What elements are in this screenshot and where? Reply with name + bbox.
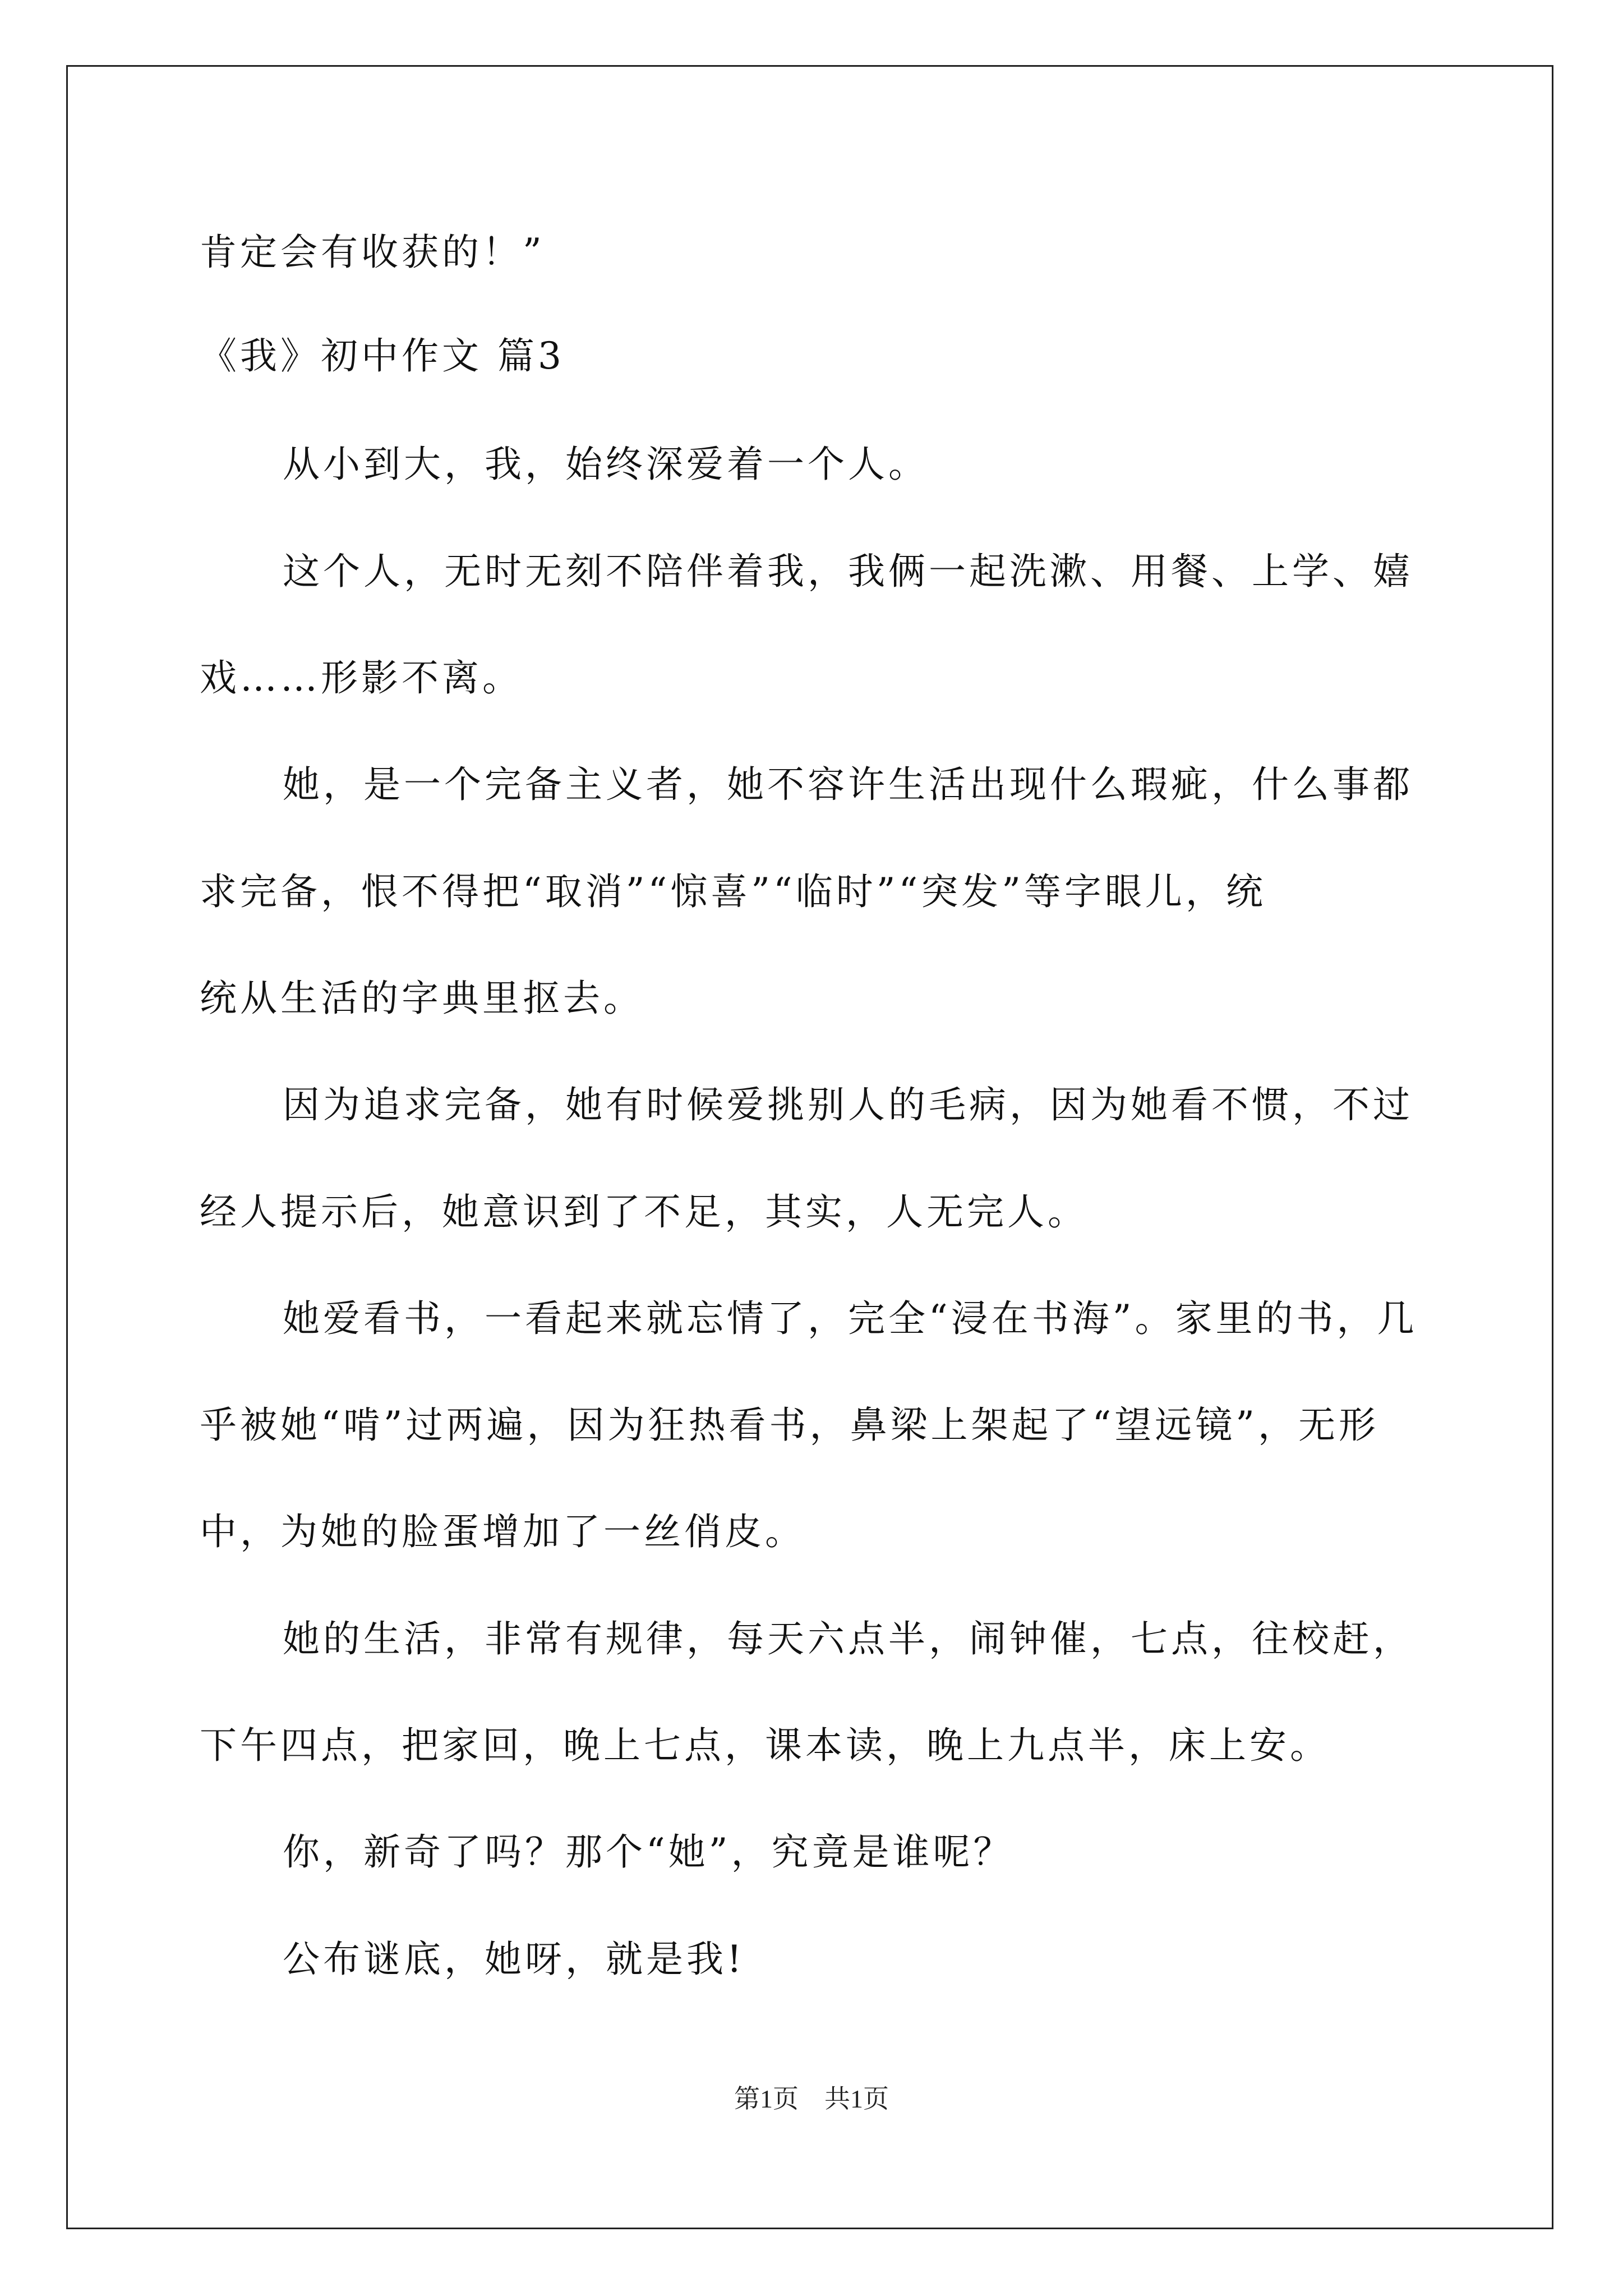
paragraph-line: 她的生活，非常有规律，每天六点半，闹钟催，七点，往校赶，: [283, 1617, 1413, 1660]
paragraph-line: 从小到大，我，始终深爱着一个人。: [283, 443, 929, 486]
paragraph-line: 因为追求完备，她有时候爱挑别人的毛病，因为她看不惯，不过: [283, 1083, 1413, 1126]
page-number-footer: 第1页 共1页: [734, 2085, 889, 2113]
paragraph-line: 乎被她“啃”过两遍，因为狂热看书，鼻梁上架起了“望远镜”，无形: [200, 1404, 1379, 1447]
paragraph-line: 你，新奇了吗？那个“她”，究竟是谁呢？: [283, 1830, 1014, 1874]
text-line: 肯定会有收获的！”: [200, 231, 545, 274]
paragraph-line: 戏……形影不离。: [200, 656, 523, 700]
paragraph-line: 她，是一个完备主义者，她不容许生活出现什么瑕疵，什么事都: [283, 763, 1413, 806]
paragraph-line: 中，为她的脸蛋增加了一丝俏皮。: [200, 1510, 805, 1553]
paragraph-line: 求完备，恨不得把“取消”“惊喜”“临时”“突发”等字眼儿，统: [200, 870, 1266, 913]
paragraph-line: 经人提示后，她意识到了不足，其实，人无完人。: [200, 1190, 1088, 1234]
section-heading: 《我》初中作文 篇3: [200, 334, 565, 378]
paragraph-line: 下午四点，把家回，晚上七点，课本读，晚上九点半，床上安。: [200, 1724, 1330, 1767]
paragraph-line: 公布谜底，她呀，就是我!: [283, 1938, 745, 1981]
page-border: [66, 65, 1553, 2229]
paragraph-line: 统从生活的字典里抠去。: [200, 977, 644, 1020]
paragraph-line: 她爱看书，一看起来就忘情了，完全“浸在书海”。家里的书，几: [283, 1297, 1418, 1340]
paragraph-line: 这个人，无时无刻不陪伴着我，我俩一起洗漱、用餐、上学、嬉: [283, 550, 1413, 593]
